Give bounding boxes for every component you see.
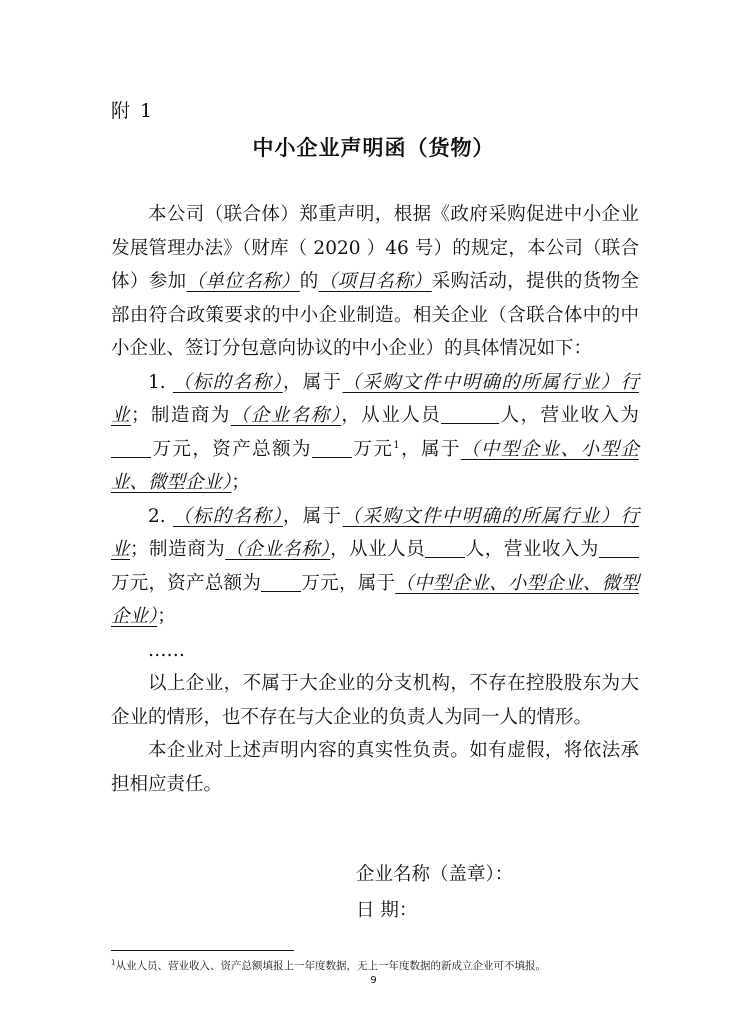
item-number: 2. xyxy=(148,505,166,527)
item-text: 万元 xyxy=(301,572,339,594)
footnote xyxy=(111,958,546,973)
item-text: ，属于 xyxy=(399,438,461,460)
footnote-text: 从业人员、营业收入、资产总额填报上一年度数据，无上一年度数据的新成立企业可不填报。 xyxy=(115,960,546,972)
company-signature-line: 企业名称（盖章）： xyxy=(356,864,514,885)
item-number: 1. xyxy=(148,371,166,393)
document-body xyxy=(111,198,639,801)
item-text: ；制造商为 xyxy=(130,539,226,560)
enterprise-scale-placeholder: （中型企业、小型企业、微型企业） xyxy=(111,572,639,627)
revenue-blank xyxy=(111,437,151,458)
item-2 xyxy=(111,500,639,634)
staff-blank xyxy=(425,537,465,558)
item-text: ；制造商为 xyxy=(130,405,231,426)
footnote-reference: 1 xyxy=(393,439,400,451)
page-number: 9 xyxy=(370,975,377,986)
company-name-placeholder: （企业名称） xyxy=(225,539,331,560)
item-text: ； xyxy=(157,606,176,627)
non-branch-statement: 以上企业，不属于大企业的分支机构，不存在控股股东为大企业的情形，也不存在与大企业的负责人为同一人的情形。 xyxy=(111,673,639,728)
para-text: 采购活动，提供的货物全部由符合政策要求的中小企业制造。相关企业（含联合体中的中小企业、签订分包意向协议的中小企业）的具体情况如下： xyxy=(111,271,639,359)
assets-blank xyxy=(261,571,301,592)
revenue-blank xyxy=(599,537,639,558)
item-text: 万元 xyxy=(351,438,394,460)
para-text: 本公司（联合体）郑重声明，根据《政府采购促进中小企业发展管理办法》（财库（ 2020 ）46 号）的规定，本公司（联合体）参加 xyxy=(111,204,639,292)
responsibility-statement: 本企业对上述声明内容的真实性负责。如有虚假，将依法承担相应责任。 xyxy=(111,740,639,795)
item-text: ，属于 xyxy=(338,572,396,594)
declaration-paragraph xyxy=(111,198,639,366)
item-text: ，属于 xyxy=(282,371,343,393)
footnote-divider xyxy=(111,950,294,951)
company-name-placeholder: （企业名称） xyxy=(230,405,342,426)
project-name-placeholder: （项目名称） xyxy=(318,271,432,292)
industry-placeholder: （采购文件中明确的所属行业）行业 xyxy=(111,371,639,426)
enterprise-scale-placeholder: （中型企业、小型企业、微型企业） xyxy=(111,438,639,493)
item-text: 万元，资产总额为 xyxy=(151,438,312,460)
assets-blank xyxy=(312,437,352,458)
ellipsis: …… xyxy=(148,639,185,661)
date-line: 日 期： xyxy=(356,900,418,921)
staff-blank xyxy=(441,403,499,424)
item-text: ，从业人员 xyxy=(341,405,442,426)
para-text: 的 xyxy=(299,271,319,292)
attachment-label: 附 1 xyxy=(111,100,155,122)
unit-name-placeholder: （单位名称） xyxy=(186,271,300,292)
footnote-mark: 1 xyxy=(111,958,116,967)
page-title: 中小企业声明函（货物） xyxy=(252,136,495,160)
subject-name-placeholder: （标的名称） xyxy=(172,371,283,393)
subject-name-placeholder: （标的名称） xyxy=(172,505,283,527)
industry-placeholder: （采购文件中明确的所属行业）行业 xyxy=(111,505,639,560)
item-text: ； xyxy=(231,472,250,493)
item-text: 万元，资产总额为 xyxy=(111,572,262,594)
item-text: 人，营业收入为 xyxy=(465,539,599,560)
item-text: ，属于 xyxy=(282,505,343,527)
item-text: 人，营业收入为 xyxy=(499,405,639,426)
item-1 xyxy=(111,366,639,500)
item-text: ，从业人员 xyxy=(330,539,426,560)
